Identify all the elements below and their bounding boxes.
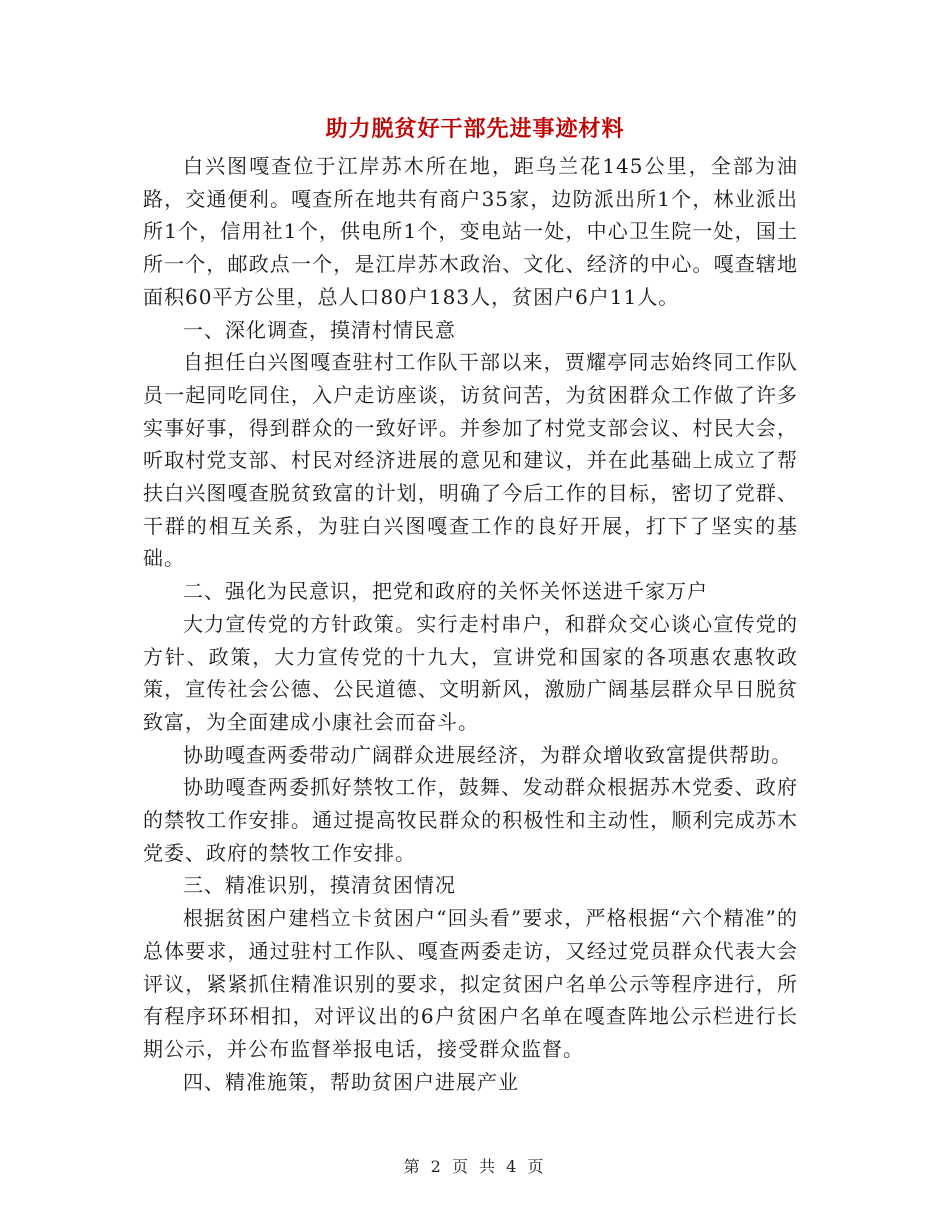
document-body (143, 150, 798, 1098)
section-2-paragraph-2: 协助嘎查两委带动广阔群众进展经济，为群众增收致富提供帮助。 (183, 742, 792, 767)
section-1-paragraph: 自担任白兴图嘎查驻村工作队干部以来，贾耀亭同志始终同工作队员一起同吃同住，入户走访座谈，访贫问苦，为贫困群众工作做了许多实事好事，得到群众的一致好评。并参加了村党支部会议、村民大会，听取村党支部、村民对经济进展的意见和建议，并在此基础上成立了帮扶白兴图嘎查脱贫致富的计划，明确了今后工作的目标，密切了党群、干群的相互关系，为驻白兴图嘎查工作的良好开展，打下了坚实的基础。 (143, 350, 798, 571)
section-heading-4: 四、精准施策，帮助贫困户进展产业 (183, 1069, 519, 1094)
document-title: 助力脱贫好干部先进事迹材料 (325, 116, 625, 142)
section-heading-1: 一、深化调查，摸清村情民意 (183, 317, 456, 342)
section-heading-2: 二、强化为民意识，把党和政府的关怀关怀送进千家万户 (183, 579, 708, 604)
intro-paragraph: 白兴图嘎查位于江岸苏木所在地，距乌兰花145公里，全部为油路，交通便利。嘎查所在地共有商户35家，边防派出所1个，林业派出所1个，信用社1个，供电所1个，变电站一处，中心卫生院一处，国土所一个，邮政点一个，是江岸苏木政治、文化、经济的中心。嘎查辖地面积60平方公里，总人口80户183人，贫困户6户11人。 (143, 154, 798, 309)
section-heading-3: 三、精准识别，摸清贫困情况 (183, 873, 456, 898)
section-2-paragraph-3: 协助嘎查两委抓好禁牧工作，鼓舞、发动群众根据苏木党委、政府的禁牧工作安排。通过提高牧民群众的积极性和主动性，顺利完成苏木党委、政府的禁牧工作安排。 (143, 775, 798, 865)
section-3-paragraph: 根据贫困户建档立卡贫困户“回头看”要求，严格根据“六个精准”的总体要求，通过驻村工作队、嘎查两委走访，又经过党员群众代表大会评议，紧紧抓住精准识别的要求，拟定贫困户名单公示等程序进行，所有程序环环相扣，对评议出的6户贫困户名单在嘎查阵地公示栏进行长期公示，并公布监督举报电话，接受群众监督。 (143, 906, 798, 1061)
section-2-paragraph-1: 大力宣传党的方针政策。实行走村串户，和群众交心谈心宣传党的方针、政策，大力宣传党的十九大，宣讲党和国家的各项惠农惠牧政策，宣传社会公德、公民道德、文明新风，激励广阔基层群众早日脱贫致富，为全面建成小康社会而奋斗。 (143, 611, 798, 734)
page-number-footer: 第 2 页 共 4 页 (403, 1157, 547, 1176)
